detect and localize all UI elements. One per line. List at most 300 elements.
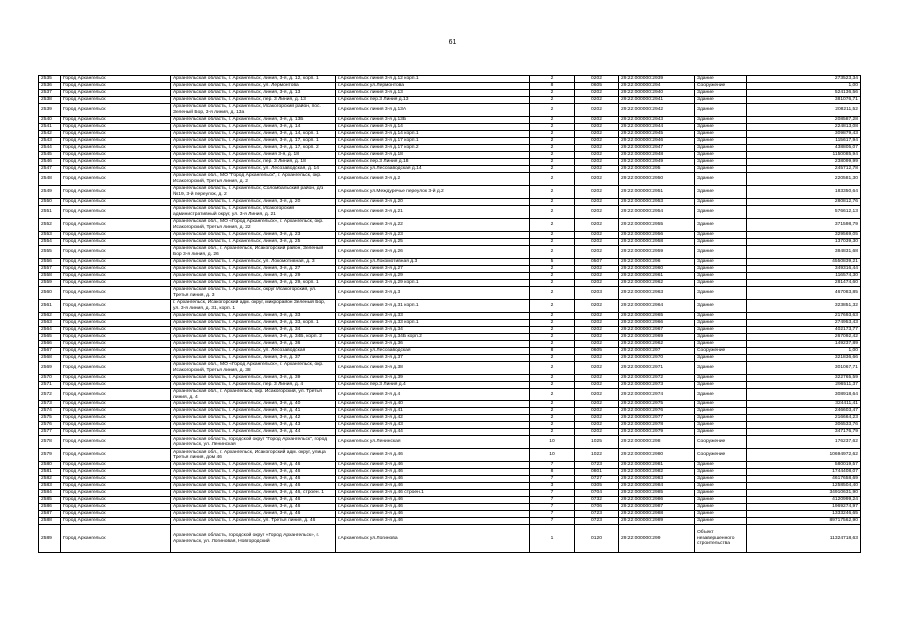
cell-cadastral-number: 29:22:000000:2950 bbox=[619, 173, 695, 186]
cell-row-number: 2578 bbox=[39, 436, 61, 449]
table-row bbox=[39, 219, 861, 232]
cell-class-code: 2 bbox=[530, 145, 575, 152]
cell-okof-code: 0202 bbox=[575, 131, 619, 138]
cell-owner: Город Архангельск bbox=[61, 131, 171, 138]
cell-owner: Город Архангельск bbox=[61, 219, 171, 232]
cell-owner: Город Архангельск bbox=[61, 232, 171, 239]
cell-owner: Город Архангельск bbox=[61, 173, 171, 186]
table-row bbox=[39, 401, 861, 408]
cell-full-address: Архангельская область, г. Архангельск, линия, 3-я, д. 37 bbox=[171, 355, 336, 362]
cell-row-number: 2568 bbox=[39, 355, 61, 362]
cell-short-address: г.Архангельск линия 3-я д.26 bbox=[336, 246, 530, 259]
cell-short-address: г.Архангельск пер.3 Линия д.13 bbox=[336, 97, 530, 104]
cell-full-address: Архангельская область, г. Архангельск, ул. Лесозаводская bbox=[171, 348, 336, 355]
cell-value: 309879,43 bbox=[747, 131, 861, 138]
cell-owner: Город Архангельск bbox=[61, 117, 171, 124]
cell-value: 402173,77 bbox=[747, 327, 861, 334]
cell-okof-code: 0202 bbox=[575, 273, 619, 280]
cell-short-address: г.Архангельск линия 3-я д.13 bbox=[336, 90, 530, 97]
cell-class-code: 5 bbox=[530, 259, 575, 266]
cell-full-address: Архангельская область, г. Архангельск, линия, 3-я, д. 46 bbox=[171, 511, 336, 518]
cell-cadastral-number: 29:22:000000:2985 bbox=[619, 490, 695, 497]
cell-okof-code: 0732 bbox=[575, 497, 619, 504]
cell-class-code: 2 bbox=[530, 429, 575, 436]
cell-full-address: Архангельская область, г. Архангельск, пер. 3 Линия, д. 4 bbox=[171, 382, 336, 389]
table-row bbox=[39, 334, 861, 341]
cell-short-address: г.Архангельск линия 3-я д.46 bbox=[336, 462, 530, 469]
cell-full-address: Архангельская область, г. Архангельск, линия, 3-я, д. 20 bbox=[171, 199, 336, 206]
cell-okof-code: 0202 bbox=[575, 138, 619, 145]
cell-okof-code: 0202 bbox=[575, 117, 619, 124]
cell-owner: Город Архангельск bbox=[61, 497, 171, 504]
cell-full-address: Архангельская область, г. Архангельск, линия, 3-я, д. 23 bbox=[171, 232, 336, 239]
cell-class-code: 2 bbox=[530, 232, 575, 239]
table-row bbox=[39, 518, 861, 525]
cell-row-number: 2554 bbox=[39, 239, 61, 246]
cell-okof-code: 0202 bbox=[575, 327, 619, 334]
cell-short-address: г.Архангельск линия 3-я д.43 bbox=[336, 422, 530, 429]
cell-object-type: Здание bbox=[695, 266, 747, 273]
cell-cadastral-number: 29:22:000000:2940 bbox=[619, 90, 695, 97]
cell-object-type: Здание bbox=[695, 239, 747, 246]
cell-object-type: Здание bbox=[695, 117, 747, 124]
cell-okof-code: 0202 bbox=[575, 334, 619, 341]
cell-full-address: Архангельская область, г. Архангельск, Исакогорский административный округ, ул. 3-я Линия, д. 21 bbox=[171, 206, 336, 219]
cell-okof-code: 0202 bbox=[575, 300, 619, 313]
table-row bbox=[39, 104, 861, 117]
cell-short-address: г.Архангельск линия 3-я д.46 bbox=[336, 497, 530, 504]
cell-okof-code: 0202 bbox=[575, 429, 619, 436]
cell-value: 371598,79 bbox=[747, 219, 861, 232]
cell-full-address: Архангельская область, г. Архангельск, линия, 3-я, д. 46 bbox=[171, 497, 336, 504]
cell-full-address: Архангельская область, г. Архангельск, линия, 3-я, д. 25 bbox=[171, 239, 336, 246]
cell-owner: Город Архангельск bbox=[61, 186, 171, 199]
cell-value: 273523,34 bbox=[747, 76, 861, 83]
cell-full-address: Архангельская область, г. Архангельск, линия, 3-я, д. 29, корп. 1 bbox=[171, 280, 336, 287]
cell-value: 149237,89 bbox=[747, 341, 861, 348]
cell-okof-code: 0202 bbox=[575, 341, 619, 348]
cell-class-code: 2 bbox=[530, 138, 575, 145]
cell-okof-code: 0723 bbox=[575, 462, 619, 469]
cell-owner: Город Архангельск bbox=[61, 436, 171, 449]
cell-class-code: 2 bbox=[530, 422, 575, 429]
cell-row-number: 2544 bbox=[39, 145, 61, 152]
cell-owner: Город Архангельск bbox=[61, 422, 171, 429]
table-row bbox=[39, 117, 861, 124]
cell-short-address: г.Архангельск ул.Ленинская bbox=[336, 436, 530, 449]
cell-class-code: 2 bbox=[530, 117, 575, 124]
cell-cadastral-number: 29:22:000000:2962 bbox=[619, 341, 695, 348]
cell-object-type: Сооружение bbox=[695, 436, 747, 449]
cell-row-number: 2571 bbox=[39, 382, 61, 389]
cell-object-type: Здание bbox=[695, 166, 747, 173]
cell-okof-code: 0507 bbox=[575, 259, 619, 266]
cell-full-address: Архангельская область, г. Архангельск, линия, 3-я, д. 34Б, корп. 2 bbox=[171, 334, 336, 341]
cell-owner: Город Архангельск bbox=[61, 124, 171, 131]
cell-full-address: Архангельская область, г. Архангельск, линия, 3-я, д. 12, корп. 1 bbox=[171, 76, 336, 83]
table-row bbox=[39, 259, 861, 266]
cell-object-type: Здание bbox=[695, 497, 747, 504]
cell-object-type: Здание bbox=[695, 469, 747, 476]
cell-object-type: Здание bbox=[695, 104, 747, 117]
cell-short-address: г.Архангельск линия 3-я д.34Б корп.2 bbox=[336, 334, 530, 341]
cell-class-code: 2 bbox=[530, 320, 575, 327]
cell-short-address: г.Архангельск линия 3-я д.37 bbox=[336, 355, 530, 362]
table-row bbox=[39, 300, 861, 313]
table-row bbox=[39, 232, 861, 239]
cell-owner: Город Архангельск bbox=[61, 469, 171, 476]
cell-value: 1150085,94 bbox=[747, 152, 861, 159]
table-row bbox=[39, 239, 861, 246]
cell-cadastral-number: 29:22:000000:2959 bbox=[619, 246, 695, 259]
cell-value: 1333246,65 bbox=[747, 511, 861, 518]
cell-short-address: г.Архангельск линия 3-я д.17 корп.1 bbox=[336, 138, 530, 145]
cell-owner: Город Архангельск bbox=[61, 152, 171, 159]
cell-class-code: 2 bbox=[530, 327, 575, 334]
cell-short-address: г.Архангельск линия 3-я д.46 bbox=[336, 504, 530, 511]
table-row bbox=[39, 504, 861, 511]
cell-object-type: Здание bbox=[695, 375, 747, 382]
cell-cadastral-number: 29:22:000000:2987 bbox=[619, 504, 695, 511]
table-row bbox=[39, 375, 861, 382]
cell-okof-code: 0202 bbox=[575, 76, 619, 83]
cell-class-code: 2 bbox=[530, 355, 575, 362]
cell-cadastral-number: 29:22:000000:2988 bbox=[619, 511, 695, 518]
cell-class-code: 7 bbox=[530, 518, 575, 525]
cell-cadastral-number: 29:22:000000:2965 bbox=[619, 313, 695, 320]
cell-object-type: Здание bbox=[695, 186, 747, 199]
cell-full-address: Архангельская область, г. Архангельск, линия, 3-я, д. 13Б bbox=[171, 117, 336, 124]
cell-value: 1,00 bbox=[747, 348, 861, 355]
cell-cadastral-number: 29:22:000000:2979 bbox=[619, 429, 695, 436]
cell-okof-code: 0202 bbox=[575, 97, 619, 104]
cell-short-address: г.Архангельск ул.Лермонтова bbox=[336, 83, 530, 90]
table-row bbox=[39, 246, 861, 259]
table-row bbox=[39, 206, 861, 219]
cell-full-address: Архангельская область, г. Архангельск, линия, 3-я, д. 44 bbox=[171, 429, 336, 436]
cell-object-type: Здание bbox=[695, 483, 747, 490]
cell-owner: Город Архангельск bbox=[61, 408, 171, 415]
cell-value: 524136,56 bbox=[747, 90, 861, 97]
cell-short-address: г.Архангельск линия 3-я д.27 bbox=[336, 266, 530, 273]
cell-okof-code: 0202 bbox=[575, 246, 619, 259]
cell-okof-code: 0723 bbox=[575, 518, 619, 525]
table-row bbox=[39, 408, 861, 415]
cell-full-address: Архангельская область, г. Архангельск, Исакогорский район, пос. Зеленый Бор, 3-я линия, д. 13а bbox=[171, 104, 336, 117]
cell-value: 183350,64 bbox=[747, 186, 861, 199]
cell-cadastral-number: 29:22:000000:2986 bbox=[619, 497, 695, 504]
cell-cadastral-number: 29:22:000000:2955 bbox=[619, 219, 695, 232]
cell-row-number: 2586 bbox=[39, 504, 61, 511]
cell-cadastral-number: 29:22:000000:2989 bbox=[619, 518, 695, 525]
table-row bbox=[39, 415, 861, 422]
cell-value: 281474,60 bbox=[747, 280, 861, 287]
cell-object-type: Здание bbox=[695, 389, 747, 401]
cell-full-address: Архангельская область, г. Архангельск, линия, 3-я, д. 46 bbox=[171, 462, 336, 469]
cell-row-number: 2557 bbox=[39, 266, 61, 273]
cell-cadastral-number: 29:22:000000:2962 bbox=[619, 280, 695, 287]
table-row bbox=[39, 76, 861, 83]
cell-short-address: г.Архангельск линия 3-я д.29 bbox=[336, 273, 530, 280]
cell-row-number: 2551 bbox=[39, 206, 61, 219]
cell-okof-code: 0202 bbox=[575, 313, 619, 320]
cell-object-type: Здание bbox=[695, 287, 747, 300]
table-row bbox=[39, 159, 861, 166]
cell-value: 1744408,07 bbox=[747, 469, 861, 476]
table-row bbox=[39, 462, 861, 469]
cell-full-address: г. Архангельск, Исакогорский адм. округ, микрорайон Зеленый Бор, ул. 3-я линия, д. 31, корп. 1 bbox=[171, 300, 336, 313]
cell-object-type: Сооружение bbox=[695, 83, 747, 90]
cell-object-type: Здание bbox=[695, 259, 747, 266]
cell-class-code: 2 bbox=[530, 206, 575, 219]
table-row bbox=[39, 511, 861, 518]
cell-full-address: Архангельская обл., МО «Город Архангельск», г. Архангельск, окр. Исакогорский, Третья линия, д. 38 bbox=[171, 362, 336, 375]
cell-short-address: г.Архангельск линия 3-я д.46 bbox=[336, 469, 530, 476]
cell-value: 208587,28 bbox=[747, 117, 861, 124]
cell-full-address: Архангельская область, городской округ "Город Архангельск", город Архангельск, ул. Ленинская bbox=[171, 436, 336, 449]
cell-class-code: 7 bbox=[530, 476, 575, 483]
cell-short-address: г.Архангельск линия 3-я д.17 корп.2 bbox=[336, 145, 530, 152]
cell-class-code: 2 bbox=[530, 313, 575, 320]
cell-full-address: Архангельская область, г. Архангельск, линия, 3-я, д. 13 bbox=[171, 90, 336, 97]
cell-value: 438805,07 bbox=[747, 145, 861, 152]
cell-cadastral-number: 29:22:000000:2943 bbox=[619, 117, 695, 124]
cell-row-number: 2548 bbox=[39, 173, 61, 186]
cell-row-number: 2573 bbox=[39, 401, 61, 408]
cell-full-address: Архангельская область, г. Архангельск, линия, 3-я, д. 46, строен. 1 bbox=[171, 490, 336, 497]
cell-owner: Город Архангельск bbox=[61, 246, 171, 259]
cell-full-address: Архангельская обл., г. Архангельск, окр. Исакогорский, ул. Третья линия, д. 4 bbox=[171, 389, 336, 401]
table-row bbox=[39, 173, 861, 186]
cell-class-code: 2 bbox=[530, 334, 575, 341]
cell-value: 580019,57 bbox=[747, 462, 861, 469]
cell-full-address: Архангельская область, г. Архангельск, линия, 3-я, д. 43 bbox=[171, 422, 336, 429]
table-row bbox=[39, 422, 861, 429]
cell-short-address: г.Архангельск линия 3-я д.3 bbox=[336, 287, 530, 300]
cell-row-number: 2576 bbox=[39, 422, 61, 429]
cell-owner: Город Архангельск bbox=[61, 287, 171, 300]
cell-short-address: г.Архангельск линия 3-я д.33 корп.1 bbox=[336, 320, 530, 327]
cell-okof-code: 0801 bbox=[575, 469, 619, 476]
cell-short-address: г.Архангельск линия 3-я д.46 bbox=[336, 476, 530, 483]
cell-class-code: 2 bbox=[530, 341, 575, 348]
cell-value: 116574,30 bbox=[747, 273, 861, 280]
cell-cadastral-number: 29:22:000000:2966 bbox=[619, 320, 695, 327]
cell-cadastral-number: 29:22:000000:298 bbox=[619, 436, 695, 449]
cell-object-type: Здание bbox=[695, 219, 747, 232]
cell-value: 306533,76 bbox=[747, 422, 861, 429]
cell-okof-code: 0202 bbox=[575, 408, 619, 415]
cell-full-address: Архангельская область, г. Архангельск, линия, 3-я, д. 14 bbox=[171, 124, 336, 131]
cell-class-code: 10 bbox=[530, 449, 575, 462]
cell-short-address: г.Архангельск линия 3-я д.36 bbox=[336, 341, 530, 348]
cell-okof-code: 0727 bbox=[575, 476, 619, 483]
cell-okof-code: 0202 bbox=[575, 415, 619, 422]
cell-row-number: 2563 bbox=[39, 320, 61, 327]
cell-value: 4120999,24 bbox=[747, 497, 861, 504]
cell-object-type: Здание bbox=[695, 173, 747, 186]
table-row bbox=[39, 355, 861, 362]
cell-row-number: 2564 bbox=[39, 327, 61, 334]
cell-owner: Город Архангельск bbox=[61, 259, 171, 266]
cell-okof-code: 0202 bbox=[575, 159, 619, 166]
cell-short-address: г.Архангельск линия 3-я д.25 bbox=[336, 239, 530, 246]
cell-short-address: г.Архангельск ул.Логинова bbox=[336, 525, 530, 553]
cell-owner: Город Архангельск bbox=[61, 145, 171, 152]
cell-value: 1258504,40 bbox=[747, 483, 861, 490]
cell-row-number: 2560 bbox=[39, 287, 61, 300]
cell-class-code: 2 bbox=[530, 76, 575, 83]
table-row bbox=[39, 186, 861, 199]
cell-cadastral-number: 29:22:000000:2974 bbox=[619, 389, 695, 401]
cell-value: 467083,85 bbox=[747, 287, 861, 300]
table-row bbox=[39, 83, 861, 90]
cell-owner: Город Архангельск bbox=[61, 518, 171, 525]
cell-row-number: 2584 bbox=[39, 490, 61, 497]
cell-class-code: 8 bbox=[530, 83, 575, 90]
cell-row-number: 2543 bbox=[39, 138, 61, 145]
cell-class-code: 2 bbox=[530, 300, 575, 313]
cell-row-number: 2545 bbox=[39, 152, 61, 159]
cell-okof-code: 0202 bbox=[575, 173, 619, 186]
cell-full-address: Архангельская область, г. Архангельск, ул. Лесозаводская, д. 14 bbox=[171, 166, 336, 173]
cell-row-number: 2535 bbox=[39, 76, 61, 83]
cell-cadastral-number: 29:22:000000:2982 bbox=[619, 469, 695, 476]
cell-row-number: 2556 bbox=[39, 259, 61, 266]
cell-cadastral-number: 29:22:000000:295 bbox=[619, 166, 695, 173]
cell-okof-code: 0605 bbox=[575, 348, 619, 355]
cell-short-address: г.Архангельск линия 3-я д.4 bbox=[336, 389, 530, 401]
table-row bbox=[39, 436, 861, 449]
cell-class-code: 2 bbox=[530, 186, 575, 199]
cell-value: 323851,32 bbox=[747, 300, 861, 313]
cell-owner: Город Архангельск bbox=[61, 273, 171, 280]
cell-okof-code: 0202 bbox=[575, 199, 619, 206]
cell-okof-code: 0704 bbox=[575, 490, 619, 497]
cell-owner: Город Архангельск bbox=[61, 348, 171, 355]
table-row bbox=[39, 313, 861, 320]
cell-cadastral-number: 29:22:000000:296 bbox=[619, 259, 695, 266]
cell-cadastral-number: 29:22:000000:299 bbox=[619, 525, 695, 553]
cell-value: 4550839,21 bbox=[747, 259, 861, 266]
cell-row-number: 2550 bbox=[39, 199, 61, 206]
cell-value: 321836,66 bbox=[747, 355, 861, 362]
cell-row-number: 2542 bbox=[39, 131, 61, 138]
cell-object-type: Здание bbox=[695, 300, 747, 313]
cell-short-address: г.Архангельск линия 3-я д.23 bbox=[336, 232, 530, 239]
cell-owner: Город Архангельск bbox=[61, 300, 171, 313]
cell-class-code: 7 bbox=[530, 504, 575, 511]
cell-full-address: Архангельская область, г. Архангельск, пер. 3 Линия, д. 13 bbox=[171, 97, 336, 104]
table-row bbox=[39, 341, 861, 348]
cell-class-code: 2 bbox=[530, 246, 575, 259]
cell-full-address: Архангельская область, г. Архангельск, ул. Лермонтова bbox=[171, 83, 336, 90]
cell-cadastral-number: 29:22:000000:2942 bbox=[619, 104, 695, 117]
cell-full-address: Архангельская область, г. Архангельск, линия, 3-я, д. 40 bbox=[171, 401, 336, 408]
cell-object-type: Здание bbox=[695, 313, 747, 320]
cell-class-code: 1 bbox=[530, 525, 575, 553]
cell-full-address: Архангельская область, г. Архангельск, линия, 3-я, д. 41 bbox=[171, 408, 336, 415]
cell-row-number: 2539 bbox=[39, 104, 61, 117]
cell-full-address: Архангельская область, г. Архангельск, линия, 3-я, д. 46 bbox=[171, 476, 336, 483]
cell-class-code: 2 bbox=[530, 97, 575, 104]
cell-cadastral-number: 29:22:000000:2970 bbox=[619, 355, 695, 362]
table-row bbox=[39, 389, 861, 401]
cell-okof-code: 0202 bbox=[575, 232, 619, 239]
cell-object-type: Сооружение bbox=[695, 449, 747, 462]
cell-owner: Город Архангельск bbox=[61, 375, 171, 382]
cell-object-type: Здание bbox=[695, 199, 747, 206]
table-row bbox=[39, 199, 861, 206]
cell-object-type: Здание bbox=[695, 138, 747, 145]
cell-okof-code: 0202 bbox=[575, 320, 619, 327]
cell-cadastral-number: 29:22:000000:2948 bbox=[619, 152, 695, 159]
cell-cadastral-number: 29:22:000000:2984 bbox=[619, 483, 695, 490]
cell-short-address: г.Архангельск линия 3-я д.42 bbox=[336, 415, 530, 422]
cell-value: 347176,79 bbox=[747, 429, 861, 436]
cell-full-address: Архангельская область, г. Архангельск, округ Исакогорский, ул. Третья линия, д. 3 bbox=[171, 287, 336, 300]
table-row bbox=[39, 497, 861, 504]
cell-owner: Город Архангельск bbox=[61, 476, 171, 483]
cell-owner: Город Архангельск bbox=[61, 90, 171, 97]
cell-value: 10694972,62 bbox=[747, 449, 861, 462]
cell-row-number: 2547 bbox=[39, 166, 61, 173]
cell-cadastral-number: 29:22:000000:2946 bbox=[619, 138, 695, 145]
cell-owner: Город Архангельск bbox=[61, 138, 171, 145]
cell-full-address: Архангельская область, г. Архангельск, линия, 3-я, д. 33 bbox=[171, 313, 336, 320]
cell-object-type: Здание bbox=[695, 408, 747, 415]
cell-value: 324411,41 bbox=[747, 401, 861, 408]
cell-value: 245712,78 bbox=[747, 166, 861, 173]
cell-value: 216664,23 bbox=[747, 415, 861, 422]
cell-owner: Город Архангельск bbox=[61, 166, 171, 173]
cell-owner: Город Архангельск bbox=[61, 206, 171, 219]
cell-short-address: г.Архангельск линия 3-я д.2 bbox=[336, 173, 530, 186]
cell-cadastral-number: 29:22:000000:2951 bbox=[619, 186, 695, 199]
cell-row-number: 2565 bbox=[39, 334, 61, 341]
cell-row-number: 2562 bbox=[39, 313, 61, 320]
cell-class-code: 2 bbox=[530, 199, 575, 206]
cell-object-type: Здание bbox=[695, 504, 747, 511]
cell-value: 296511,37 bbox=[747, 382, 861, 389]
cell-object-type: Здание bbox=[695, 273, 747, 280]
cell-short-address: г.Архангельск линия 3-я д.29 корп.1 bbox=[336, 280, 530, 287]
cell-owner: Город Архангельск bbox=[61, 511, 171, 518]
table-row bbox=[39, 280, 861, 287]
cell-object-type: Здание bbox=[695, 429, 747, 436]
cell-okof-code: 0120 bbox=[575, 525, 619, 553]
table-row bbox=[39, 90, 861, 97]
cell-value: 329569,05 bbox=[747, 232, 861, 239]
cell-short-address: г.Архангельск ул.Локомотивная д.3 bbox=[336, 259, 530, 266]
cell-full-address: Архангельская обл., г. Архангельск, Исакогорский район, Зеленый Бор 3-я линия, д. 26 bbox=[171, 246, 336, 259]
cell-class-code: 8 bbox=[530, 348, 575, 355]
cell-class-code: 2 bbox=[530, 382, 575, 389]
cell-value: 176237,62 bbox=[747, 436, 861, 449]
cell-value: 220581,30 bbox=[747, 173, 861, 186]
cell-short-address: г.Архангельск линия 3-я д.40 bbox=[336, 401, 530, 408]
cell-short-address: г.Архангельск линия 3-я д.46 bbox=[336, 483, 530, 490]
cell-class-code: 2 bbox=[530, 273, 575, 280]
cell-class-code: 2 bbox=[530, 219, 575, 232]
cell-value: 1,00 bbox=[747, 83, 861, 90]
cell-short-address: г.Архангельск линия 3-я д.41 bbox=[336, 408, 530, 415]
cell-short-address: г.Архангельск линия 3-я д.20 bbox=[336, 199, 530, 206]
cell-short-address: г.Архангельск линия 3-я д.33 bbox=[336, 313, 530, 320]
cell-short-address: г.Архангельск ул.Лесозаводская bbox=[336, 348, 530, 355]
cell-row-number: 2559 bbox=[39, 280, 61, 287]
cell-owner: Город Архангельск bbox=[61, 382, 171, 389]
